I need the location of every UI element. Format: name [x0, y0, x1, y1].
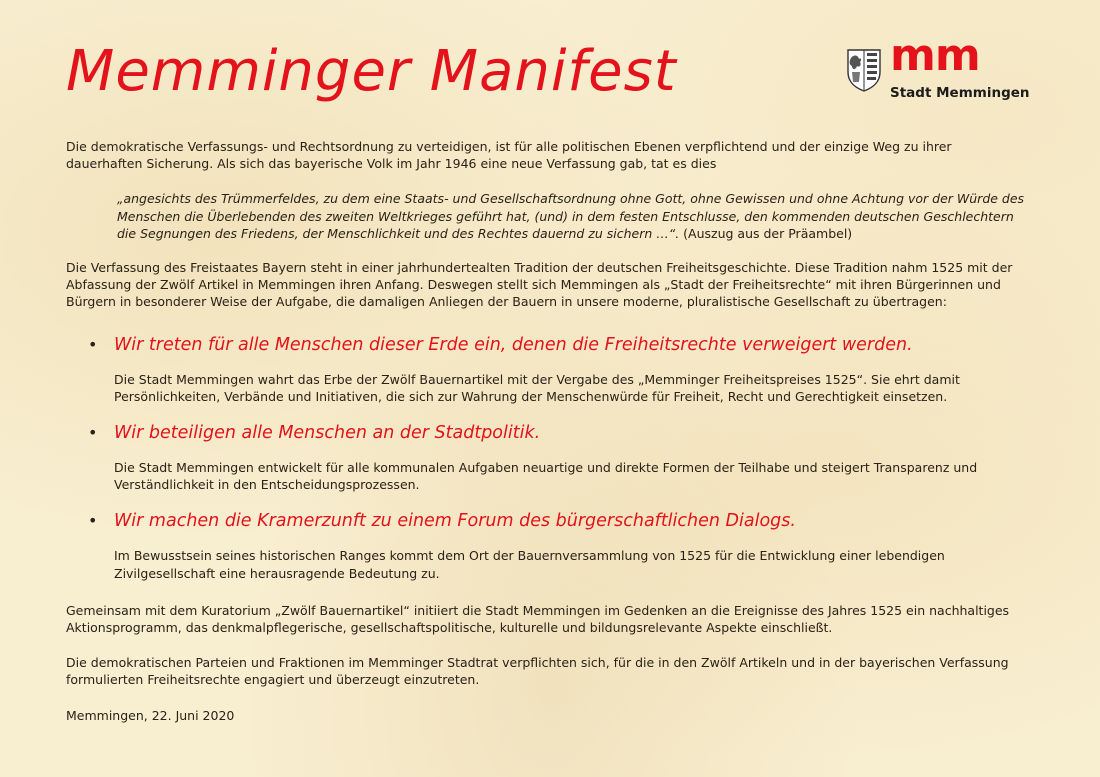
logo-city-name: Stadt Memmingen	[890, 85, 1030, 101]
list-item	[88, 334, 1026, 405]
list-item	[88, 511, 1026, 581]
item-body: Im Bewusstsein seines historischen Ranges kommt dem Ort der Bauernversammlung von 1525 für die Entwicklung einer lebendigen Zivilgesellschaft eine herausragende Bedeutung zu.	[114, 548, 945, 581]
item-heading: Wir beteiligen alle Menschen an der Stadtpolitik.	[114, 423, 541, 444]
preamble-quote	[117, 190, 1026, 242]
item-body: Die Stadt Memmingen wahrt das Erbe der Zwölf Bauernartikel mit der Vergabe des „Memminger Freiheitspreises 1525“. Sie ehrt damit Persönlichkeiten, Verbände und Initiativen, die sich zur Wahrung der Menschenwürde für Freiheit, Recht und Gerechtigkeit einsetzen.	[114, 371, 960, 404]
item-heading: Wir machen die Kramerzunft zu einem Forum des bürgerschaftlichen Dialogs.	[114, 511, 796, 532]
closing-paragraph-2: Die demokratischen Parteien und Fraktionen im Memminger Stadtrat verpflichten sich, für die in den Zwölf Artikeln und in der bayerischen Verfassung formulierten Freiheitsrechte engagiert und überzeugt einzutreten.	[66, 655, 1009, 688]
manifest-body	[66, 138, 1026, 724]
memmingen-coat-of-arms-icon	[846, 48, 882, 92]
city-logo	[846, 30, 1036, 108]
page-title: Memminger Manifest	[66, 39, 677, 104]
quote-source: (Auszug aus der Präambel)	[679, 225, 853, 241]
tradition-paragraph: Die Verfassung des Freistaates Bayern steht in einer jahrhundertealten Tradition der deutschen Freiheitsgeschichte. Diese Tradition nahm 1525 mit der Abfassung der Zwölf Artikel in Memmingen ihren Anfang. Deswegen stellt sich Memmingen als „Stadt der Freiheitsrechte“ mit ihren Bürgerinnen und Bürgern in besonderer Weise der Aufgabe, die damaligen Anliegen der Bauern in unsere moderne, pluralistische Gesellschaft zu übertragen:	[66, 260, 1013, 310]
item-heading: Wir treten für alle Menschen dieser Erde ein, denen die Freiheitsrechte verweigert werden.	[114, 334, 913, 355]
bullet-icon: •	[88, 511, 98, 531]
closing-paragraph-1: Gemeinsam mit dem Kuratorium „Zwölf Bauernartikel“ initiiert die Stadt Memmingen im Gedenken an die Ereignisse des Jahres 1525 ein nachhaltiges Aktionsprogramm, das denkmalpflegerische, gesellschaftspolitische, kulturelle und bildungsrelevante Aspekte einschließt.	[66, 602, 1010, 636]
signature-line: Memmingen, 22. Juni 2020	[66, 707, 235, 723]
bullet-icon: •	[88, 423, 98, 443]
intro-paragraph: Die demokratische Verfassungs- und Rechtsordnung zu verteidigen, ist für alle politischen Ebenen verpflichtend und der einzige Weg zu ihrer dauerhaften Sicherung. Als sich das bayerische Volk im Jahr 1946 eine neue Verfassung gab, tat es dies	[66, 139, 952, 172]
item-body: Die Stadt Memmingen entwickelt für alle kommunalen Aufgaben neuartige und direkte Formen der Teilhabe und steigert Transparenz und Verständlichkeit in den Entscheidungsprozessen.	[114, 460, 978, 493]
list-item	[88, 423, 1026, 493]
logo-mark: mm	[890, 30, 980, 81]
bullet-icon: •	[88, 334, 98, 354]
quote-text: „angesichts des Trümmerfeldes, zu dem eine Staats- und Gesellschaftsordnung ohne Gott, ohne Gewissen und ohne Achtung vor der Würde des Menschen die Überlebenden des zweiten Weltkrieges geführt hat, (und) in dem festen Entschlusse, den kommenden deutschen Geschlechtern die Segnungen des Friedens, der Menschlichkeit und des Rechtes dauernd zu sichern …“.	[117, 191, 1025, 241]
